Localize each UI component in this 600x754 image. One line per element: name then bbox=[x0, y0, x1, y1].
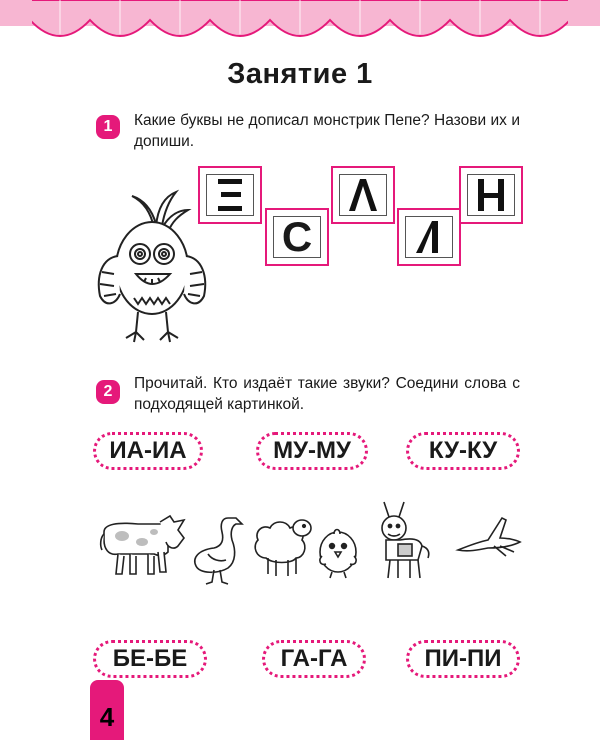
sound-card[interactable]: ИА-ИА bbox=[93, 432, 203, 470]
bird-icon[interactable] bbox=[454, 510, 524, 562]
task-1-text: Какие буквы не дописал монстрик Пепе? Назови их и допиши. bbox=[134, 112, 520, 150]
incomplete-letter-e-icon bbox=[215, 178, 245, 212]
incomplete-letter-n-icon bbox=[476, 178, 506, 212]
chick-icon[interactable] bbox=[316, 518, 360, 580]
sheep-icon[interactable] bbox=[252, 514, 314, 580]
donkey-icon[interactable] bbox=[370, 498, 434, 582]
task-1-number: 1 bbox=[96, 115, 120, 139]
letter-card[interactable] bbox=[265, 208, 329, 266]
sound-card[interactable]: ПИ-ПИ bbox=[406, 640, 520, 678]
letter-card[interactable] bbox=[198, 166, 262, 224]
lesson-title: Занятие 1 bbox=[227, 58, 373, 90]
sound-card[interactable]: ГА-ГА bbox=[262, 640, 366, 678]
letter-value: С bbox=[281, 213, 313, 260]
letter-card[interactable] bbox=[397, 208, 461, 266]
scalloped-header bbox=[0, 0, 600, 50]
incomplete-letter-a-icon bbox=[348, 178, 378, 212]
letter-card[interactable] bbox=[331, 166, 395, 224]
letter-card-inner bbox=[206, 174, 254, 216]
sound-card[interactable]: БЕ-БЕ bbox=[93, 640, 207, 678]
incomplete-letter-l-icon bbox=[414, 220, 444, 254]
letter-card-inner bbox=[467, 174, 515, 216]
cow-icon[interactable] bbox=[98, 512, 188, 580]
sound-card[interactable]: КУ-КУ bbox=[406, 432, 520, 470]
page-number: 4 bbox=[90, 680, 124, 740]
letter-card-inner bbox=[405, 216, 453, 258]
monster-pepe-icon bbox=[92, 186, 212, 350]
letter-card-inner bbox=[339, 174, 387, 216]
task-2-number: 2 bbox=[96, 380, 120, 404]
sound-card[interactable]: МУ-МУ bbox=[256, 432, 368, 470]
task-2-text: Прочитай. Кто издаёт такие звуки? Соедини слова с подходящей картинкой. bbox=[134, 375, 520, 413]
goose-icon[interactable] bbox=[188, 512, 244, 586]
letter-card[interactable] bbox=[459, 166, 523, 224]
letter-card-inner bbox=[273, 213, 321, 260]
